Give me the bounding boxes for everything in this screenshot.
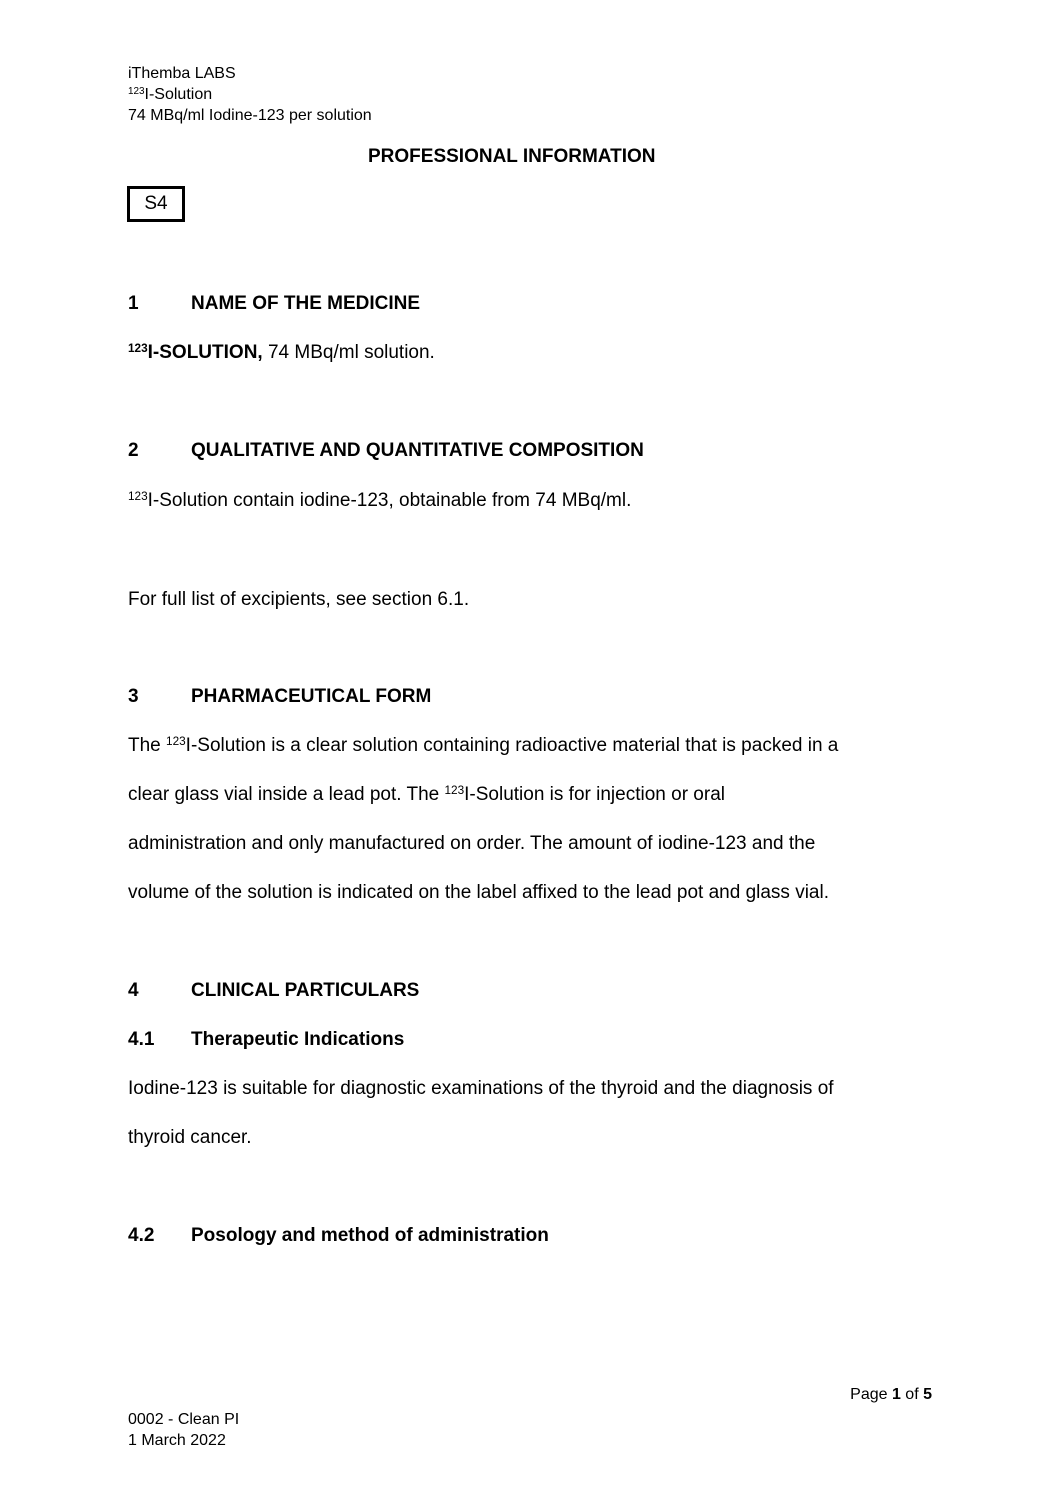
section-4-2-number: 4.2 <box>128 1225 155 1246</box>
section-3-line-4: volume of the solution is indicated on the label affixed to the lead pot and glass vial. <box>128 882 829 903</box>
section-3-line-1-post: I-Solution is a clear solution containing radioactive material that is packed in a <box>185 735 839 756</box>
section-3-line-1-sup: 123 <box>166 734 186 748</box>
header-org: iThemba LABS <box>128 65 236 82</box>
section-4-1-line-2: thyroid cancer. <box>128 1127 252 1148</box>
section-4-2-title: Posology and method of administration <box>191 1225 549 1246</box>
section-3-title: PHARMACEUTICAL FORM <box>191 686 432 707</box>
section-4-1-title: Therapeutic Indications <box>191 1029 405 1050</box>
section-4-1-number: 4.1 <box>128 1029 155 1050</box>
page-number <box>850 1386 932 1404</box>
schedule-box <box>127 186 185 222</box>
header-product-name: I-Solution <box>144 86 213 103</box>
section-4-1-heading <box>128 1029 404 1051</box>
page-total: 5 <box>923 1386 932 1403</box>
section-3-line-2-post: I-Solution is for injection or oral <box>464 784 725 805</box>
section-2-heading <box>128 440 644 462</box>
section-3-line-3: administration and only manufactured on order. The amount of iodine-123 and the <box>128 833 816 854</box>
page-of: of <box>900 1386 924 1403</box>
section-1-title: NAME OF THE MEDICINE <box>191 293 421 314</box>
section-3-line-2-pre: clear glass vial inside a lead pot. The <box>128 784 445 805</box>
page-label: Page <box>850 1386 892 1403</box>
section-3-line-2 <box>128 784 725 806</box>
section-4-title: CLINICAL PARTICULARS <box>191 980 420 1001</box>
section-3-line-1-pre: The <box>128 735 167 756</box>
section-2-text: I-Solution contain iodine-123, obtainable from 74 MBq/ml. <box>147 490 632 511</box>
section-2-number: 2 <box>128 440 139 461</box>
section-4-heading <box>128 980 419 1002</box>
section-1-product: I-SOLUTION, <box>147 342 263 363</box>
header-strength: 74 MBq/ml Iodine-123 per solution <box>128 107 372 124</box>
section-3-number: 3 <box>128 686 139 707</box>
section-1-sup: 123 <box>128 341 148 355</box>
section-4-2-heading <box>128 1225 549 1247</box>
section-1-heading <box>128 293 420 315</box>
section-2-sup: 123 <box>128 489 148 503</box>
page-current: 1 <box>891 1386 901 1403</box>
section-2-body-1 <box>128 490 631 512</box>
section-1-rest: 74 MBq/ml solution. <box>262 342 435 363</box>
section-3-line-2-sup: 123 <box>444 783 465 797</box>
section-1-body <box>128 342 435 364</box>
section-1-number: 1 <box>128 293 139 314</box>
section-3-line-1 <box>128 735 838 757</box>
footer-date: 1 March 2022 <box>128 1432 226 1449</box>
header-product <box>128 84 212 105</box>
section-3-heading <box>128 686 431 708</box>
section-4-1-line-1: Iodine-123 is suitable for diagnostic examinations of the thyroid and the diagnosis of <box>128 1078 834 1099</box>
page-title: PROFESSIONAL INFORMATION <box>368 146 656 167</box>
section-4-number: 4 <box>128 980 139 1001</box>
header-product-sup: 123 <box>128 85 145 97</box>
section-2-title: QUALITATIVE AND QUANTITATIVE COMPOSITION <box>191 440 644 461</box>
schedule-label: S4 <box>144 193 168 214</box>
section-2-body-2: For full list of excipients, see section 6.1. <box>128 589 470 610</box>
footer-doc-code: 0002 - Clean PI <box>128 1411 240 1428</box>
